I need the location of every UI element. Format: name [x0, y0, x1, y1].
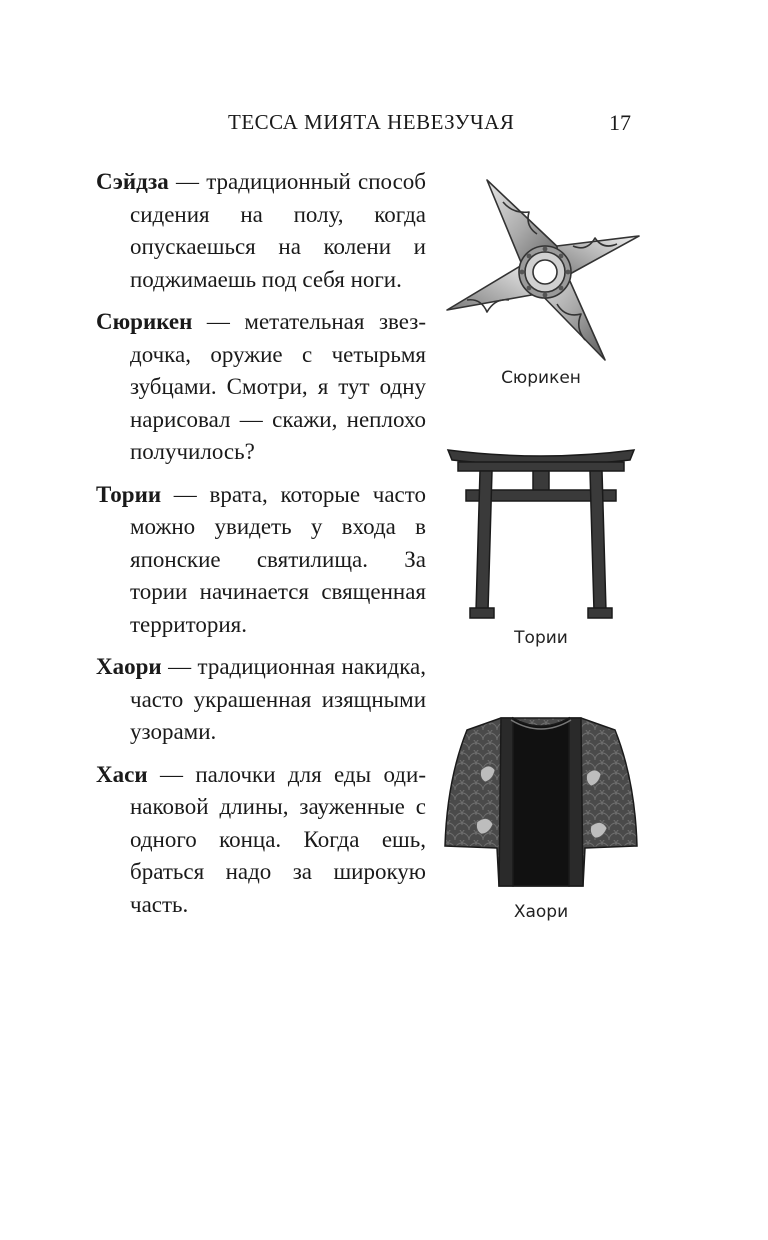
haori-illustration	[441, 710, 641, 896]
glossary-term: Сэйдза	[96, 169, 169, 194]
running-header-title: ТЕССА МИЯТА НЕВЕЗУЧАЯ	[228, 110, 515, 134]
figure-caption: Тории	[514, 628, 568, 648]
glossary-definition: — палочки для еды одинаковой длины, зауженные с одного конца. Когда ешь, браться надо за широкую часть.	[130, 761, 426, 917]
figure-caption: Хаори	[513, 902, 569, 922]
shuriken-illustration	[441, 176, 641, 362]
glossary-entry-torii	[96, 479, 426, 642]
glossary-entry-haori	[96, 651, 426, 749]
glossary-entry-shuriken	[96, 306, 426, 469]
glossary	[96, 166, 426, 931]
figure-haori	[440, 710, 642, 922]
torii-illustration	[446, 446, 636, 622]
figure-torii	[440, 446, 642, 648]
glossary-definition: — традиционная накидка, часто украшенная изящными узорами.	[130, 654, 426, 744]
glossary-definition: — врата, которые часто можно увидеть у входа в японские святилища. За тории начинается священная территория.	[130, 481, 426, 637]
figure-caption: Сюрикен	[501, 368, 581, 388]
glossary-term: Тории	[96, 481, 162, 507]
glossary-definition: — метательная звездочка, оружие с четырьмя зубцами. Смотри, я тут одну нарисовал — скажи, неплохо получилось?	[130, 309, 426, 464]
glossary-term: Хаори	[96, 654, 162, 679]
glossary-definition: — традиционный способ сидения на полу, когда опускаешься на колени и поджимаешь под себя ноги.	[130, 169, 426, 292]
glossary-term: Хаси	[96, 761, 148, 787]
page-number: 17	[609, 110, 631, 135]
glossary-term: Сюрикен	[96, 309, 193, 334]
glossary-entry-seiza	[96, 166, 426, 296]
figure-shuriken	[440, 176, 642, 388]
glossary-entry-hashi	[96, 759, 426, 922]
